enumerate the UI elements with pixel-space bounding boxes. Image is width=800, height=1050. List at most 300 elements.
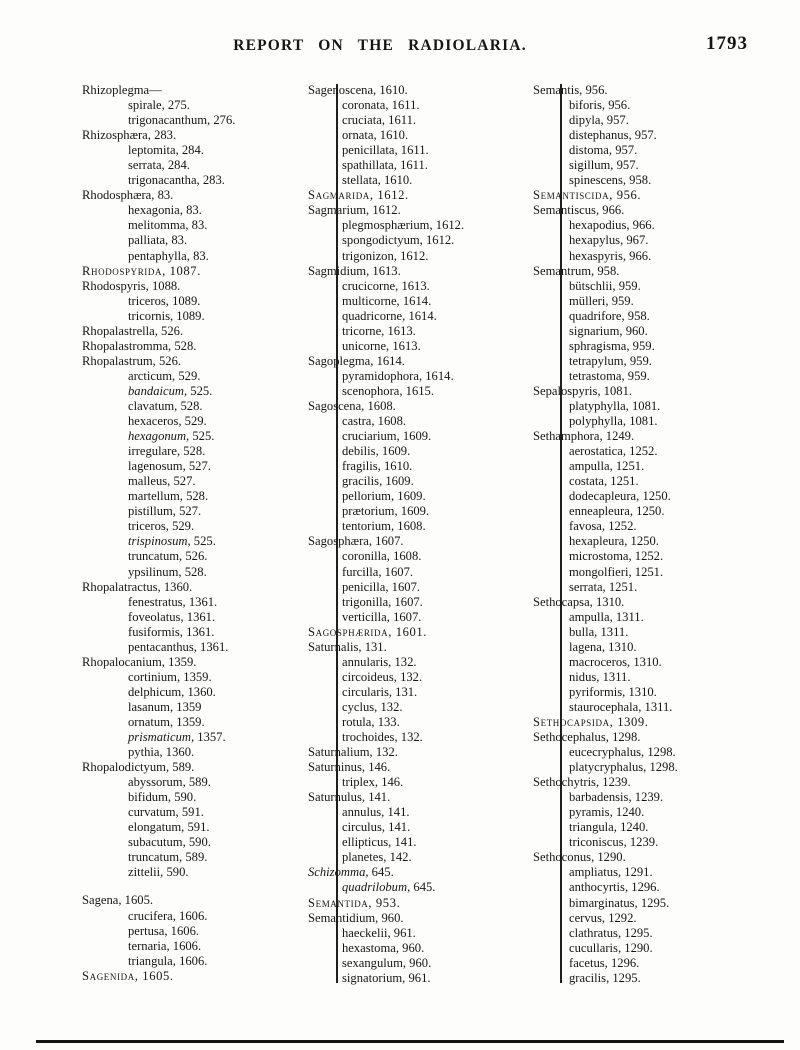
- entry-name: Sagmarida,: [308, 188, 374, 203]
- entry-name: Semantis,: [533, 83, 583, 97]
- species-entry: [342, 429, 556, 444]
- entry-name: lasanum,: [128, 699, 174, 714]
- entry-name: pellorium,: [342, 489, 395, 504]
- entry-page-ref: 957.: [606, 113, 629, 128]
- entry-page-ref: 1606.: [170, 923, 200, 938]
- entry-name: elongatum,: [128, 820, 185, 835]
- species-entry: [342, 384, 556, 399]
- entry-page-ref: 83.: [191, 218, 208, 233]
- species-entry: [569, 700, 783, 715]
- entry-name: hexastoma,: [342, 940, 400, 955]
- entry-page-ref: 960.: [625, 323, 648, 338]
- entry-page-ref: 528.: [174, 338, 197, 353]
- species-entry: [569, 218, 783, 233]
- species-entry: [128, 309, 334, 324]
- species-entry: [342, 700, 556, 715]
- species-entry: [342, 610, 556, 625]
- entry-page-ref: 1290.: [624, 940, 653, 955]
- species-entry: [569, 670, 783, 685]
- entry-name: aerostatica,: [569, 444, 626, 459]
- species-entry: [128, 549, 334, 564]
- entry-page-ref: 1311.: [600, 624, 629, 639]
- species-entry: [128, 954, 334, 969]
- entry-page-ref: 1089.: [172, 293, 201, 308]
- entry-name: foveolatus,: [128, 609, 184, 624]
- entry-name: barbadensis,: [569, 790, 632, 805]
- species-entry: [342, 670, 556, 685]
- species-entry: [569, 309, 783, 324]
- entry-page-ref: 1610.: [383, 459, 413, 474]
- entry-page-ref: 1250.: [636, 504, 665, 519]
- entry-name: pistillum,: [128, 504, 176, 519]
- entry-name: trigonacantha,: [128, 173, 200, 188]
- species-entry: [128, 865, 334, 880]
- entry-name: pyramidophora,: [342, 368, 423, 383]
- entry-name: mongolfieri,: [569, 564, 632, 579]
- entry-name: Rhopalodictyum,: [82, 760, 170, 775]
- entry-page-ref: 1311.: [615, 609, 644, 624]
- entry-page-ref: 1607.: [375, 534, 404, 549]
- species-entry: [569, 399, 783, 414]
- entry-name: Sepalospyris,: [533, 383, 601, 398]
- species-entry: [128, 489, 334, 504]
- species-entry: [128, 640, 334, 655]
- species-entry: [342, 805, 556, 820]
- entry-name: cortinium,: [128, 669, 181, 684]
- entry-name: facetus,: [569, 955, 608, 970]
- entry-page-ref: 1361.: [186, 609, 216, 624]
- entry-name: debilis,: [342, 444, 379, 459]
- entry-name: Rhopalastrum,: [82, 353, 156, 368]
- entry-name: quadricorne,: [342, 308, 406, 323]
- genus-entry: [308, 745, 556, 760]
- entry-page-ref: 1252.: [634, 549, 664, 564]
- entry-name: enneapleura,: [569, 504, 633, 519]
- index-column-1: [82, 83, 334, 984]
- entry-page-ref: 1607.: [391, 579, 421, 594]
- species-entry: [569, 98, 783, 113]
- entry-name: trispinosum,: [128, 534, 191, 549]
- species-entry: [342, 685, 556, 700]
- species-entry: [128, 504, 334, 519]
- species-entry: [569, 158, 783, 173]
- entry-name: Semantrum,: [533, 263, 595, 278]
- species-entry: [342, 595, 556, 610]
- species-entry: [569, 233, 783, 248]
- genus-entry: [533, 730, 783, 745]
- entry-page-ref: 1310.: [608, 639, 637, 654]
- entry-page-ref: 526.: [158, 353, 182, 368]
- entry-page-ref: 956.: [616, 188, 642, 203]
- entry-name: Sagenoscena,: [308, 83, 377, 97]
- entry-name: hexagonum,: [128, 429, 190, 444]
- species-entry: [128, 595, 334, 610]
- entry-page-ref: 1359.: [176, 714, 205, 729]
- entry-page-ref: 284.: [167, 158, 190, 173]
- entry-name: penicilla,: [342, 579, 389, 594]
- species-entry: [569, 459, 783, 474]
- entry-name: curvatum,: [128, 805, 179, 820]
- entry-page-ref: 1298.: [647, 745, 676, 760]
- entry-page-ref: 1609.: [400, 504, 430, 519]
- genus-entry: [533, 775, 783, 790]
- species-entry: [128, 924, 334, 939]
- entry-name: Sagosphærida,: [308, 624, 392, 639]
- entry-page-ref: 1298.: [649, 760, 678, 775]
- entry-page-ref: 1610.: [379, 83, 408, 97]
- genus-entry: [82, 339, 334, 354]
- species-entry: [342, 218, 556, 233]
- entry-name: biforis,: [569, 98, 606, 113]
- entry-page-ref: 1614.: [425, 368, 454, 383]
- entry-page-ref: 83.: [171, 233, 188, 248]
- entry-name: coronilla,: [342, 549, 390, 564]
- entry-name: martellum,: [128, 489, 183, 504]
- entry-page-ref: 1361.: [188, 594, 218, 609]
- species-entry: [342, 820, 556, 835]
- species-entry: [569, 685, 783, 700]
- entry-page-ref: 525.: [192, 429, 215, 444]
- entry-page-ref: 141.: [394, 835, 417, 850]
- species-entry: [569, 565, 783, 580]
- species-entry: [569, 173, 783, 188]
- entry-page-ref: 1605.: [124, 893, 154, 908]
- species-entry: [569, 640, 783, 655]
- entry-name: Rhopalastromma,: [82, 338, 172, 353]
- entry-name: fusiformis,: [128, 624, 183, 639]
- entry-name: platyphylla,: [569, 398, 629, 413]
- entry-page-ref: 1088.: [151, 278, 181, 293]
- species-entry: [569, 820, 783, 835]
- entry-name: quadrifore,: [569, 308, 625, 323]
- entry-name: favosa,: [569, 519, 606, 534]
- entry-page-ref: 1359.: [168, 654, 197, 669]
- entry-name: tricorne,: [342, 323, 385, 338]
- family-entry: [533, 715, 783, 730]
- entry-page-ref: 132.: [394, 654, 417, 669]
- species-entry: [342, 143, 556, 158]
- entry-page-ref: 133.: [377, 714, 400, 729]
- entry-page-ref: 1614.: [376, 353, 405, 368]
- species-entry: [569, 504, 783, 519]
- entry-name: Semantiscida,: [533, 188, 613, 203]
- entry-page-ref: 1360.: [165, 745, 195, 760]
- species-entry: [128, 98, 334, 113]
- entry-name: Sagmarium,: [308, 203, 370, 218]
- entry-page-ref: 1613.: [401, 278, 430, 293]
- entry-page-ref: 1311.: [644, 699, 673, 714]
- species-entry: [128, 369, 334, 384]
- entry-page-ref: 1612.: [435, 218, 465, 233]
- family-entry: [533, 188, 783, 203]
- entry-name: clathratus,: [569, 925, 622, 940]
- species-entry: [569, 880, 783, 895]
- entry-page-ref: 1290.: [597, 850, 626, 865]
- entry-page-ref: 1608.: [367, 398, 396, 413]
- genus-entry: [82, 324, 334, 339]
- entry-name: hexapodius,: [569, 218, 630, 233]
- entry-page-ref: 957.: [616, 158, 639, 173]
- entry-page-ref: 1359.: [183, 669, 212, 684]
- species-entry: [569, 113, 783, 128]
- entry-page-ref: 956.: [585, 83, 608, 97]
- entry-name: Semantiscus,: [533, 203, 600, 218]
- entry-page-ref: 589.: [188, 775, 211, 790]
- entry-page-ref: 141.: [388, 820, 411, 835]
- entry-page-ref: 1360.: [187, 684, 216, 699]
- entry-name: eucecryphalus,: [569, 745, 645, 760]
- entry-page-ref: 1609.: [385, 474, 414, 489]
- entry-name: Sethocapsida,: [533, 714, 614, 729]
- entry-page-ref: 529.: [184, 414, 207, 429]
- family-entry: [82, 969, 334, 984]
- entry-name: Saturninus,: [308, 760, 366, 775]
- species-entry: [342, 489, 556, 504]
- entry-page-ref: 1613.: [392, 338, 421, 353]
- entry-name: cervus,: [569, 910, 606, 925]
- entry-page-ref: 957.: [634, 128, 657, 143]
- entry-name: ampliatus,: [569, 865, 622, 880]
- entry-page-ref: 959.: [618, 278, 641, 293]
- species-entry: [342, 98, 556, 113]
- entry-name: Sagenida,: [82, 968, 139, 983]
- species-entry: [128, 685, 334, 700]
- species-entry: [569, 835, 783, 850]
- entry-name: ypsilinum,: [128, 564, 182, 579]
- entry-page-ref: 275.: [167, 98, 190, 113]
- entry-page-ref: 1292.: [608, 910, 637, 925]
- entry-page-ref: 1357.: [197, 730, 226, 745]
- entry-name: Sagoplegma,: [308, 353, 374, 368]
- page-number: 1793: [706, 33, 748, 54]
- species-entry: [569, 610, 783, 625]
- entry-name: dipyla,: [569, 113, 604, 128]
- entry-page-ref: 1612.: [400, 248, 429, 263]
- genus-entry: [308, 760, 556, 775]
- entry-name: mülleri,: [569, 293, 609, 308]
- entry-page-ref: 528.: [186, 489, 209, 504]
- entry-name: spongodictyum,: [342, 233, 423, 248]
- entry-page-ref: 1601.: [395, 624, 428, 639]
- entry-page-ref: 1614.: [402, 293, 432, 308]
- entry-page-ref: 960.: [402, 940, 425, 955]
- entry-name: hexaceros,: [128, 414, 182, 429]
- entry-name: irregulare,: [128, 444, 181, 459]
- entry-name: Rhodosphæra,: [82, 188, 155, 203]
- entry-name: triangula,: [128, 953, 176, 968]
- entry-name: Sagoscena,: [308, 398, 365, 413]
- species-entry: [342, 850, 556, 865]
- entry-page-ref: 1611.: [400, 143, 429, 158]
- entry-name: Sethocephalus,: [533, 730, 609, 745]
- entry-name: Sethoconus,: [533, 850, 595, 865]
- entry-name: pyramis,: [569, 805, 613, 820]
- page-header-title: REPORT ON THE RADIOLARIA.: [233, 37, 527, 54]
- entry-page-ref: 1607.: [393, 609, 422, 624]
- entry-name: arcticum,: [128, 368, 176, 383]
- genus-entry: [308, 865, 556, 880]
- entry-page-ref: 83.: [186, 203, 202, 218]
- species-entry: [128, 444, 334, 459]
- entry-page-ref: 525.: [193, 534, 216, 549]
- species-entry: [569, 865, 783, 880]
- genus-entry: [308, 534, 556, 549]
- entry-page-ref: 958.: [597, 263, 620, 278]
- entry-name: Sethochytris,: [533, 775, 600, 790]
- entry-name: Rhopalatractus,: [82, 579, 161, 594]
- genus-entry: [82, 893, 334, 908]
- species-entry: [128, 835, 334, 850]
- species-entry: [128, 534, 334, 549]
- entry-name: crucicorne,: [342, 278, 399, 293]
- entry-name: pertusa,: [128, 923, 168, 938]
- genus-entry: [533, 264, 783, 279]
- entry-name: fragilis,: [342, 459, 381, 474]
- species-entry: [342, 775, 556, 790]
- entry-page-ref: 958.: [627, 308, 650, 323]
- entry-name: malleus,: [128, 474, 171, 489]
- entry-page-ref: 1607.: [394, 594, 423, 609]
- entry-page-ref: 1311.: [602, 669, 631, 684]
- family-entry: [308, 896, 556, 911]
- entry-page-ref: 131.: [395, 684, 418, 699]
- entry-page-ref: 527.: [173, 474, 196, 489]
- entry-name: tetrastoma,: [569, 368, 625, 383]
- entry-page-ref: 1291.: [624, 865, 653, 880]
- entry-name: zittelii,: [128, 865, 164, 880]
- entry-page-ref: 1605.: [142, 968, 174, 983]
- species-entry: [128, 670, 334, 685]
- species-entry: [128, 700, 334, 715]
- entry-name: costata,: [569, 474, 608, 489]
- species-entry: [128, 203, 334, 218]
- entry-name: sigillum,: [569, 158, 614, 173]
- entry-page-ref: 1613.: [387, 323, 416, 338]
- entry-name: hexapylus,: [569, 233, 624, 248]
- entry-name: verticilla,: [342, 609, 390, 624]
- entry-name: quadrilobum,: [342, 880, 411, 895]
- species-entry: [342, 926, 556, 941]
- entry-name: spathillata,: [342, 158, 397, 173]
- entry-page-ref: 142.: [389, 850, 412, 865]
- genus-entry: [308, 911, 556, 926]
- entry-name: trigonacanthum,: [128, 113, 211, 128]
- entry-page-ref: 1081.: [603, 383, 633, 398]
- species-entry: [128, 820, 334, 835]
- species-entry: [128, 414, 334, 429]
- species-entry: [128, 384, 334, 399]
- entry-name: Semantidium,: [308, 910, 379, 925]
- entry-name: ellipticus,: [342, 835, 392, 850]
- page-bottom-rule: [36, 1040, 784, 1043]
- entry-page-ref: 591.: [187, 820, 210, 835]
- species-entry: [128, 459, 334, 474]
- entry-name: pyriformis,: [569, 684, 626, 699]
- species-entry: [128, 745, 334, 760]
- entry-page-ref: 141.: [368, 790, 391, 805]
- entry-name: triconiscus,: [569, 835, 627, 850]
- entry-name: hexagonia,: [128, 203, 183, 218]
- species-entry: [569, 790, 783, 805]
- entry-page-ref: 1609.: [381, 444, 411, 459]
- entry-name: bifidum,: [128, 790, 172, 805]
- entry-page-ref: 959.: [611, 293, 634, 308]
- species-entry: [569, 414, 783, 429]
- entry-name: circoideus,: [342, 669, 397, 684]
- entry-page-ref: 1611.: [400, 158, 428, 173]
- entry-name: Sagena,: [82, 893, 122, 908]
- entry-name: stellata,: [342, 173, 381, 188]
- entry-page-ref: 1608.: [397, 519, 426, 534]
- species-entry: [342, 339, 556, 354]
- species-entry: [569, 519, 783, 534]
- entry-name: sexangulum,: [342, 955, 407, 970]
- genus-entry: [82, 279, 334, 294]
- entry-name: trigonizon,: [342, 248, 397, 263]
- entry-page-ref: 953.: [375, 895, 401, 910]
- entry-name: pythia,: [128, 745, 163, 760]
- entry-name: hexapleura,: [569, 534, 628, 549]
- species-entry: [128, 939, 334, 954]
- entry-page-ref: 1239.: [634, 790, 664, 805]
- entry-page-ref: 1360.: [163, 579, 193, 594]
- species-entry: [128, 715, 334, 730]
- species-entry: [128, 249, 334, 264]
- entry-page-ref: 961.: [408, 970, 431, 985]
- species-entry: [569, 625, 783, 640]
- species-entry: [128, 233, 334, 248]
- genus-entry: [533, 595, 783, 610]
- genus-entry: [82, 128, 334, 143]
- species-entry: [569, 294, 783, 309]
- species-entry: [128, 909, 334, 924]
- entry-page-ref: 525.: [190, 383, 213, 398]
- entry-page-ref: 590.: [174, 790, 197, 805]
- species-entry: [342, 956, 556, 971]
- entry-name: Rhodospyris,: [82, 278, 149, 293]
- genus-entry: [533, 83, 783, 98]
- entry-name: scenophora,: [342, 383, 403, 398]
- species-entry: [128, 805, 334, 820]
- entry-name: Saturnalis,: [308, 639, 362, 654]
- genus-entry: [82, 354, 334, 369]
- species-entry: [342, 941, 556, 956]
- entry-page-ref: 1089.: [176, 308, 205, 323]
- entry-page-ref: 1239.: [629, 835, 659, 850]
- entry-name: bulla,: [569, 624, 598, 639]
- species-entry: [128, 790, 334, 805]
- entry-name: hexaspyris,: [569, 248, 627, 263]
- species-entry: [342, 565, 556, 580]
- genus-entry: [533, 850, 783, 865]
- entry-page-ref: 960.: [381, 910, 404, 925]
- entry-name: clavatum,: [128, 398, 178, 413]
- entry-name: ampulla,: [569, 609, 613, 624]
- entry-name: polyphylla,: [569, 414, 627, 429]
- entry-name: dodecapleura,: [569, 489, 640, 504]
- species-entry: [128, 113, 334, 128]
- entry-page-ref: 645.: [371, 865, 394, 880]
- entry-name: gracilis,: [569, 970, 610, 985]
- species-entry: [342, 730, 556, 745]
- species-entry: [569, 474, 783, 489]
- entry-page-ref: 1609.: [397, 489, 426, 504]
- entry-name: penicillata,: [342, 143, 398, 158]
- entry-name: fenestratus,: [128, 594, 186, 609]
- entry-name: gracilis,: [342, 474, 383, 489]
- species-entry: [342, 233, 556, 248]
- entry-name: delphicum,: [128, 684, 185, 699]
